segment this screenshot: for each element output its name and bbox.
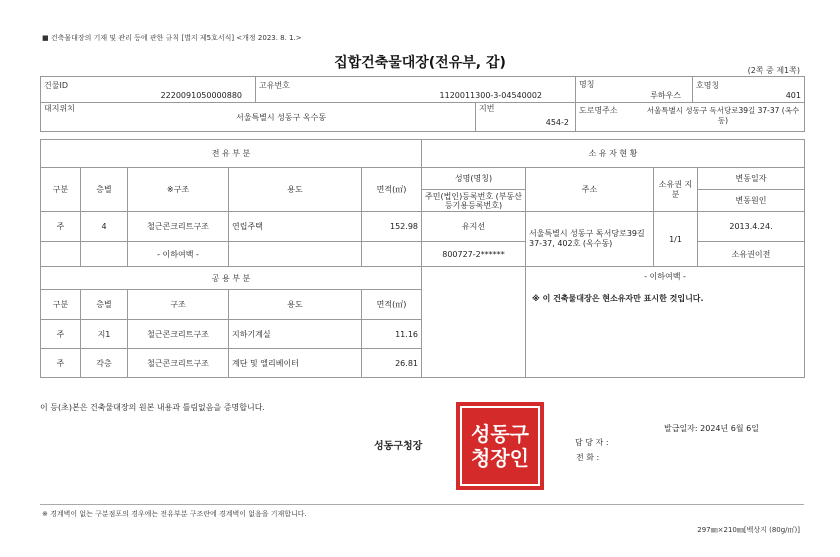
common-row-type: 주 <box>41 320 81 349</box>
building-id-value: 2220091050000880 <box>160 90 242 100</box>
owner-header-id: 주민(법인)등록번호 (부동산등기용등록번호) <box>422 190 526 212</box>
common-row-area: 11.16 <box>362 320 422 349</box>
exclusive-end-note: - 이하여백 - <box>128 242 229 267</box>
common-row-use: 지하기계실 <box>229 320 362 349</box>
common-header-area: 면적(㎡) <box>362 290 422 320</box>
exclusive-header-floor: 층별 <box>81 168 128 212</box>
document-title: 집합건축물대장(전유부, 갑) <box>334 55 506 71</box>
common-row-structure: 철근콘크리트구조 <box>128 349 229 378</box>
lot-value: 454-2 <box>545 118 569 127</box>
exclusive-header-area: 면적(㎡) <box>362 168 422 212</box>
exclusive-row-area: 152.98 <box>362 212 422 242</box>
exclusive-row-floor: 4 <box>81 212 128 242</box>
common-header-use: 용도 <box>229 290 362 320</box>
unique-number-cell <box>256 77 576 103</box>
building-name-cell <box>576 77 693 103</box>
owner-name: 유지선 <box>422 212 526 242</box>
issue-date: 발급일자: 2024년 6월 6일 <box>664 424 759 433</box>
location-value: 서울특별시 성동구 옥수동 <box>236 113 327 122</box>
lot-label: 지번 <box>479 104 495 113</box>
unit-name-cell <box>693 77 805 103</box>
officer-label: 담 당 자 : <box>575 438 609 447</box>
owner-share: 1/1 <box>654 212 698 267</box>
common-row-use: 계단 및 엘리베이터 <box>229 349 362 378</box>
exclusive-section-title: 전 유 부 분 <box>41 140 422 168</box>
common-header-type: 구분 <box>41 290 81 320</box>
common-row-floor: 각층 <box>81 349 128 378</box>
phone-label: 전 화 : <box>576 453 600 462</box>
common-section-title: 공 용 부 분 <box>41 267 422 290</box>
seal-inner: 성동구 청장인 <box>460 406 540 486</box>
building-info-table <box>40 76 805 132</box>
building-id-label: 건물ID <box>44 80 68 90</box>
common-header-floor: 층별 <box>81 290 128 320</box>
common-row-type: 주 <box>41 349 81 378</box>
exclusive-row-use: 연립주택 <box>229 212 362 242</box>
paper-spec: 297㎜×210㎜[백상지 (80g/㎡)] <box>697 526 800 534</box>
form-header-note: ■ 건축물대장의 기재 및 관리 등에 관한 규칙 [별지 제5호서식] <개정 2023. 8. 1.> <box>42 34 302 42</box>
common-row-area: 26.81 <box>362 349 422 378</box>
register-main-table <box>40 139 805 378</box>
owner-header-share: 소유권 지분 <box>654 168 698 212</box>
exclusive-header-type: 구분 <box>41 168 81 212</box>
location-label: 대지위치 <box>44 104 75 113</box>
exclusive-header-use: 용도 <box>229 168 362 212</box>
common-row-structure: 철근콘크리트구조 <box>128 320 229 349</box>
owner-id: 800727-2****** <box>422 242 526 267</box>
owner-section-title: 소 유 자 현 황 <box>422 140 805 168</box>
road-address-value: 서울특별시 성동구 독서당로39길 37-37 (옥수동) <box>646 106 800 125</box>
building-id-cell <box>41 77 256 103</box>
common-row-floor: 지1 <box>81 320 128 349</box>
building-name-value: 루하우스 <box>650 90 681 100</box>
exclusive-row-type: 주 <box>41 212 81 242</box>
owner-header-address: 주소 <box>526 168 654 212</box>
building-name-label: 명칭 <box>579 79 595 89</box>
owner-change-date: 2013.4.24. <box>698 212 805 242</box>
footer-note: ※ 경계벽이 없는 구분점포의 경우에는 전유부분 구조란에 경계벽이 없음을 기재합니다. <box>42 510 307 518</box>
unit-name-label: 호명칭 <box>696 80 720 90</box>
owner-header-change-reason: 변동원인 <box>698 190 805 212</box>
page-number: (2쪽 중 제1쪽) <box>747 66 800 75</box>
owner-header-name: 성명(명칭) <box>422 168 526 190</box>
certification-statement: 이 등(초)본은 건축물대장의 원본 내용과 틀림없음을 증명합니다. <box>40 403 265 412</box>
exclusive-row-structure: 철근콘크리트구조 <box>128 212 229 242</box>
unit-name-value: 401 <box>785 90 801 100</box>
owner-notice: ※ 이 건축물대장은 현소유자만 표시한 것입니다. <box>532 294 704 303</box>
owner-notice-area <box>526 267 805 378</box>
road-address-label: 도로명주소 <box>579 106 618 115</box>
owner-address: 서울특별시 성동구 독서당로39길 37-37, 402호 (옥수동) <box>526 212 654 267</box>
footer-divider <box>40 504 804 505</box>
issuing-authority: 성동구청장 <box>374 441 423 452</box>
owner-header-change-date: 변동일자 <box>698 168 805 190</box>
common-header-structure: 구조 <box>128 290 229 320</box>
official-seal <box>456 402 544 490</box>
road-address-cell <box>576 103 805 132</box>
location-cell <box>41 103 576 132</box>
exclusive-header-structure: ※구조 <box>128 168 229 212</box>
owner-change-reason: 소유권이전 <box>698 242 805 267</box>
unique-number-label: 고유번호 <box>259 80 290 90</box>
unique-number-value: 1120011300-3-04540002 <box>439 90 542 100</box>
owner-end-note: - 이하여백 - <box>644 272 686 281</box>
